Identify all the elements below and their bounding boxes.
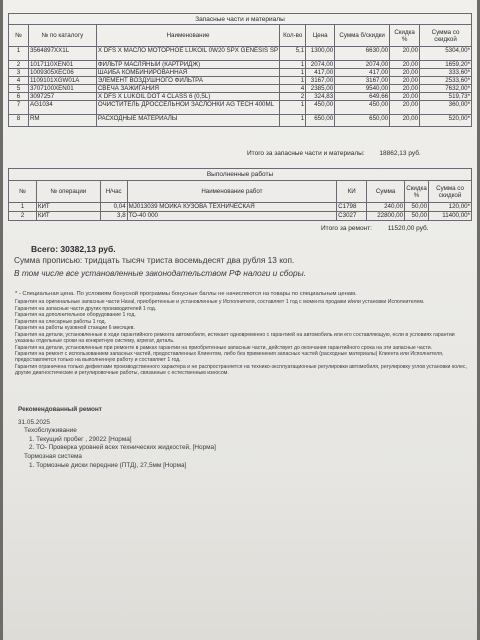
quantity: 2	[280, 93, 306, 101]
quantity: 1	[280, 115, 306, 127]
sum-no-discount: 3167,00	[335, 77, 390, 85]
ki-code: C1798	[337, 203, 367, 212]
grand-total: Всего: 30382,13 руб.	[31, 244, 116, 254]
recommended-group: Тормозная система	[24, 452, 82, 460]
col-discount: Скидка %	[405, 181, 429, 203]
hours: 3,8	[100, 212, 127, 221]
col-work-name: Наименование работ	[127, 181, 337, 203]
recommended-title: Рекомендованный ремонт	[18, 406, 102, 413]
col-num: №	[9, 25, 29, 47]
table-row	[9, 115, 472, 127]
part-name: СВЕЧА ЗАЖИГАНИЯ	[96, 85, 279, 93]
recommended-repair	[18, 406, 216, 470]
row-num: 2	[9, 61, 29, 69]
works-table-title: Выполненные работы	[9, 169, 472, 181]
catalog-number: 3564897XX1L	[28, 47, 96, 61]
sum-no-discount: 417,00	[335, 69, 390, 77]
row-num: 1	[9, 203, 37, 212]
table-row	[9, 203, 472, 212]
warranty-note: Гарантия ограничена только дефектами производственного характера и не распространяется на технико-эксплуатационные регулировки автомобиля, регулировку углов установки колес, другие диагностические и регулировочные работы, связанные с естественным износом.	[15, 363, 467, 376]
quantity: 1	[280, 101, 306, 115]
operation-number: КИТ	[36, 203, 100, 212]
price: 2074,00	[306, 61, 335, 69]
recommended-item: 1. Текущий пробег , 29022 [Норма]	[29, 435, 132, 443]
recommended-group: Техобслуживание	[24, 427, 77, 435]
row-num: 4	[9, 77, 29, 85]
works-table	[8, 168, 472, 221]
parts-table-title: Запасные части и материалы	[9, 14, 472, 25]
table-row	[9, 85, 472, 93]
tax-note: В том числе все установленные законодательством РФ налоги и сборы.	[14, 268, 307, 278]
warranty-note: Гарантия на запасные части других производителей 1 год.	[15, 305, 157, 312]
sum-with-discount: 360,00*	[420, 101, 472, 115]
document-page	[3, 0, 477, 640]
table-row	[9, 212, 472, 221]
sum-with-discount: 520,00*	[420, 115, 472, 127]
quantity: 4	[280, 85, 306, 93]
part-name: X DFS X LUKOIL DOT 4 CLASS 6 (0,5L)	[96, 93, 279, 101]
works-total	[321, 225, 429, 232]
works-total-label: Итого за ремонт:	[321, 225, 372, 232]
col-operation: № операции	[36, 181, 100, 203]
sum-with-discount: 5304,00*	[420, 47, 472, 61]
warranty-note: Гарантия на работы кузовной станции 6 месяцев.	[15, 325, 135, 332]
row-num: 7	[9, 101, 29, 115]
recommended-item: 1. Тормозные диски передние (ПТД), 27,5мм [Норма]	[29, 461, 187, 469]
part-name: ФИЛЬТР МАСЛЯНЫЙ (КАРТРИДЖ)	[96, 61, 279, 69]
col-num: №	[9, 181, 37, 203]
sum-no-discount: 649,66	[335, 93, 390, 101]
row-num: 3	[9, 69, 29, 77]
col-price: Цена	[306, 25, 335, 47]
col-hours: Н/час	[100, 181, 127, 203]
warranty-note: Гарантия на ремонт с использованием запасных частей, предоставленных Клиентом, либо без применения запасных частей (расходные материалы) Клиента или Исполнителя, предоставляется только на выполненную работу и составляет 1 год.	[15, 351, 444, 364]
price: 650,00	[306, 115, 335, 127]
part-name: ОЧИСТИТЕЛЬ ДРОССЕЛЬНОЙ ЗАСЛОНКИ AG TECH 400ML	[96, 101, 279, 115]
discount: 20,00	[390, 47, 420, 61]
sum-no-discount: 9540,00	[335, 85, 390, 93]
part-name: ШАЙБА КОМБИНИРОВАННАЯ	[96, 69, 279, 77]
table-row	[9, 101, 472, 115]
table-row	[9, 61, 472, 69]
row-num: 6	[9, 93, 29, 101]
discount: 20,00	[390, 115, 420, 127]
table-row	[9, 69, 472, 77]
discount: 20,00	[390, 85, 420, 93]
discount: 50,00	[405, 212, 429, 221]
warranty-note: Гарантия на дополнительное оборудование 1 год.	[15, 312, 136, 319]
price: 417,00	[306, 69, 335, 77]
catalog-number: 1109101XGW01A	[28, 77, 96, 85]
price: 324,83	[306, 93, 335, 101]
discount: 20,00	[390, 77, 420, 85]
part-name: ЭЛЕМЕНТ ВОЗДУШНОГО ФИЛЬТРА	[96, 77, 279, 85]
ki-code: C3027	[337, 212, 367, 221]
sum-no-discount: 650,00	[335, 115, 390, 127]
parts-total-label: Итого за запасные части и материалы:	[247, 150, 365, 157]
sum-with-discount: 7632,00*	[420, 85, 472, 93]
parts-total-value: 18862,13 руб.	[379, 150, 421, 157]
discount: 20,00	[390, 61, 420, 69]
part-name: РАСХОДНЫЕ МАТЕРИАЛЫ	[96, 115, 279, 127]
col-sum: Сумма б/скидки	[335, 25, 390, 47]
parts-total	[247, 150, 421, 157]
table-row	[9, 93, 472, 101]
sum-with-discount: 333,60*	[420, 69, 472, 77]
discount: 20,00	[390, 69, 420, 77]
catalog-number: 1009305XEC06	[28, 69, 96, 77]
row-num: 1	[9, 47, 29, 61]
sum-no-discount: 6630,00	[335, 47, 390, 61]
sum-with-discount: 2533,60*	[420, 77, 472, 85]
work-name: ТО-40 000	[127, 212, 337, 221]
col-sum-discount: Сумма со скидкой	[429, 181, 472, 203]
col-qty: Кол-во	[280, 25, 306, 47]
catalog-number: 3097257	[28, 93, 96, 101]
row-num: 5	[9, 85, 29, 93]
quantity: 1	[280, 69, 306, 77]
price: 450,00	[306, 101, 335, 115]
hours: 0,04	[100, 203, 127, 212]
sum: 22800,00	[367, 212, 405, 221]
discount: 50,00	[405, 203, 429, 212]
catalog-number: 3707100XEN01	[28, 85, 96, 93]
price: 3167,00	[306, 77, 335, 85]
sum-with-discount: 120,00*	[429, 203, 472, 212]
catalog-number: RM	[28, 115, 96, 127]
warranty-note: * - Специальная цена. По условиям бонусной программы бонусные баллы не начисляются на товары по специальным ценам.	[15, 291, 357, 297]
catalog-number: AG1034	[28, 101, 96, 115]
quantity: 1	[280, 61, 306, 69]
warranty-notes	[15, 291, 467, 376]
parts-table	[8, 13, 472, 127]
sum-no-discount: 2074,00	[335, 61, 390, 69]
quantity: 1	[280, 77, 306, 85]
col-name: Наименование	[96, 25, 279, 47]
work-name: MJ013039 МОЙКА КУЗОВА ТЕХНИЧЕСКАЯ	[127, 203, 337, 212]
price: 1300,00	[306, 47, 335, 61]
sum-with-discount: 519,73*	[420, 93, 472, 101]
col-ki: КИ	[337, 181, 367, 203]
col-discount: Скидка %	[390, 25, 420, 47]
sum-with-discount: 1659,20*	[420, 61, 472, 69]
part-name: X DFS X МАСЛО МОТОРНОЕ LUKOIL 0W20 SPX GENESIS SP	[96, 47, 279, 61]
sum-with-discount: 11400,00*	[429, 212, 472, 221]
recommended-item: 2. ТО- Проверка уровней всех технических жидкостей, [Норма]	[29, 444, 216, 452]
sum: 240,00	[367, 203, 405, 212]
quantity: 5,1	[280, 47, 306, 61]
discount: 20,00	[390, 101, 420, 115]
row-num: 8	[9, 115, 29, 127]
warranty-note: Гарантия на слесарные работы 1 год.	[15, 318, 106, 325]
table-row	[9, 47, 472, 61]
warranty-note: Гарантия на оригинальные запасные части Haval, приобретенные и установленные у Исполнителя, составляет 1 год с момента продажи и/или установки Исполнителем.	[15, 299, 425, 305]
warranty-note: Гарантия на детали, установленные в ходе гарантийного ремонта автомобиля, истекает одновременно с гарантией на автомобиль или его составляющую, если в условиях гарантии указаны отдельные сроки на конкретную систему, агрегат, деталь.	[15, 331, 455, 344]
col-catalog: № по каталогу	[28, 25, 96, 47]
col-sum-discount: Сумма со скидкой	[420, 25, 472, 47]
amount-in-words: Сумма прописью: тридцать тысяч триста восемьдесят два рубля 13 коп.	[14, 255, 295, 265]
discount: 20,00	[390, 93, 420, 101]
warranty-note: Гарантия на детали, установленные при ремонте в рамках гарантии на приобретенные запасные части, действует до окончания гарантийного срока на эти запасные части.	[15, 344, 433, 351]
col-sum: Сумма	[367, 181, 405, 203]
works-total-value: 11520,00 руб.	[387, 225, 429, 232]
recommended-date: 31.05.2025	[18, 418, 50, 426]
catalog-number: 1017110XEN01	[28, 61, 96, 69]
row-num: 2	[9, 212, 37, 221]
table-row	[9, 77, 472, 85]
price: 2385,00	[306, 85, 335, 93]
operation-number: КИТ	[36, 212, 100, 221]
sum-no-discount: 450,00	[335, 101, 390, 115]
